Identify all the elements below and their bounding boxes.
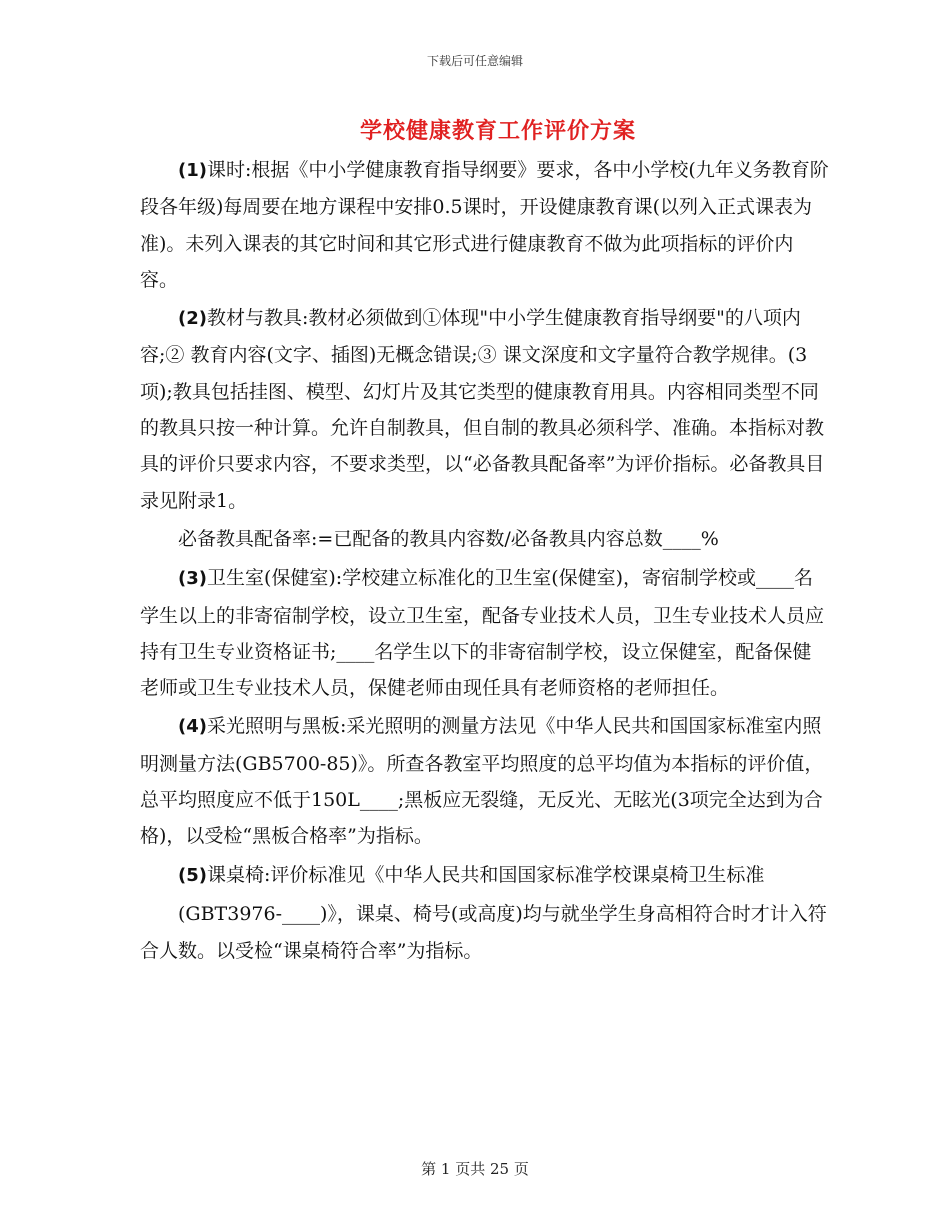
paragraph-5-desks-chairs bbox=[140, 857, 830, 894]
paragraph-text: 必备教具配备率:=已配备的教具内容数/必备教具内容总数____% bbox=[178, 527, 719, 550]
paragraph-number: (1) bbox=[178, 160, 207, 181]
paragraph-text: 课桌椅:评价标准见《中华人民共和国国家标准学校课桌椅卫生标准 bbox=[206, 863, 765, 886]
paragraph-number: (4) bbox=[178, 716, 207, 738]
page-footer: 第 1 页共 25 页 bbox=[421, 1160, 529, 1178]
paragraph-1-class-hours bbox=[140, 152, 830, 298]
page-header: 下载后可任意编辑 bbox=[426, 54, 523, 68]
paragraph-2-teaching-materials bbox=[140, 300, 830, 519]
paragraph-text: 卫生室(保健室):学校建立标准化的卫生室(保健室)，寄宿制学校或____名学生以上的非寄宿制学校，设立卫生室，配备专业技术人员，卫生专业技术人员应持有卫生专业资格证书;____名学生以下的非寄宿制学校，设立保健室，配备保健老师或卫生专业技术人员，保健老师由现任具有老师资格的老师担任。 bbox=[140, 567, 825, 700]
document-title: 学校健康教育工作评价方案 bbox=[359, 118, 636, 144]
paragraph-number: (3) bbox=[178, 568, 207, 590]
paragraph-number: (2) bbox=[178, 308, 207, 330]
paragraph-text: 教材与教具:教材必须做到①体现"中小学生健康教育指导纲要"的八项内容;② 教育内容(文字、插图)无概念错误;③ 课文深度和文字量符合教学规律。(3项);教具包括挂图、模型、幻灯片及其它类型的健康教育用具。内容相同类型不同的教具只按一种计算。允许自制教具，但自制的教具必须科学、准确。本指标对教具的评价只要求内容，不要求类型，以“必备教具配备率”为评价指标。必备教具目录见附录1。 bbox=[140, 307, 825, 512]
paragraph-3-health-room bbox=[140, 560, 830, 706]
paragraph-text: 采光照明与黑板:采光照明的测量方法见《中华人民共和国国家标准室内照明测量方法(GB5700-85)》。所查各教室平均照度的总平均值为本指标的评价值，总平均照度应不低于150L____;黑板应无裂缝，无反光、无眩光(3项完全达到为合格)，以受检“黑板合格率”为指标。 bbox=[140, 715, 824, 848]
paragraph-equipment-rate-formula bbox=[140, 521, 830, 558]
paragraph-number: (5) bbox=[178, 864, 207, 886]
paragraph-5-continued bbox=[140, 896, 830, 970]
paragraph-text: 课时:根据《中小学健康教育指导纲要》要求，各中小学校(九年义务教育阶段各年级)每周要在地方课程中安排0.5课时，开设健康教育课(以列入正式课表为准)。未列入课表的其它时间和其它形式进行健康教育不做为此项指标的评价内容。 bbox=[140, 159, 829, 291]
document-body bbox=[140, 152, 830, 972]
paragraph-text: (GBT3976-____)》，课桌、椅号(或高度)均与就坐学生身高相符合时才计入符合人数。以受检“课桌椅符合率”为指标。 bbox=[140, 902, 827, 963]
paragraph-4-lighting-blackboard bbox=[140, 708, 830, 854]
